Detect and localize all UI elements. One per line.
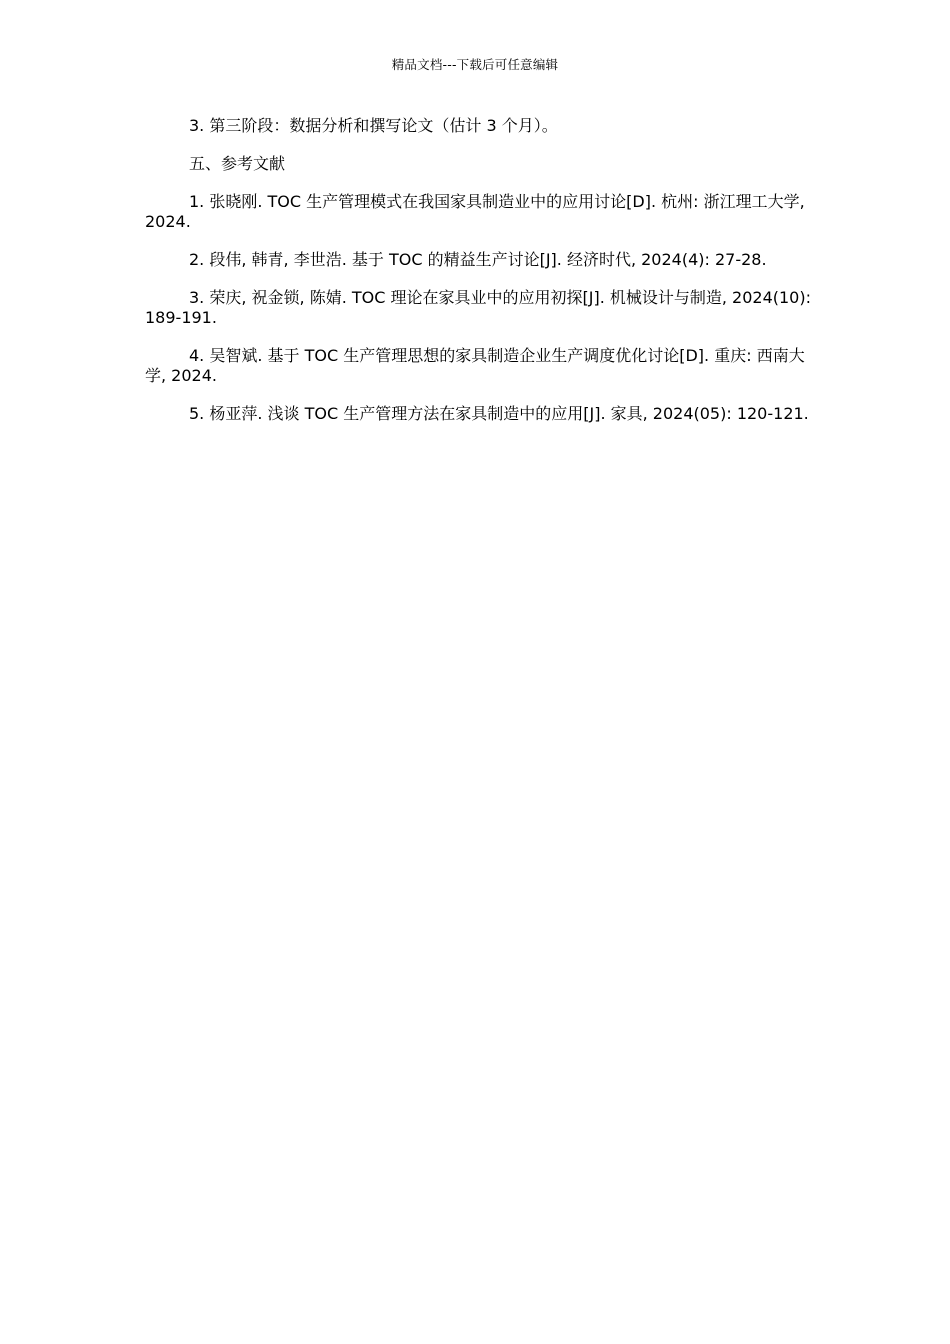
reference-item-3: 3. 荣庆, 祝金锁, 陈婧. TOC 理论在家具业中的应用初探[J]. 机械设计与制造, 2024(10): 189-191. xyxy=(145,288,811,327)
research-stage-3: 3. 第三阶段：数据分析和撰写论文（估计 3 个月）。 xyxy=(189,116,558,135)
document-body xyxy=(145,116,813,442)
references-heading: 五、参考文献 xyxy=(189,154,286,173)
page-header-note: 精品文档---下载后可任意编辑 xyxy=(391,57,559,72)
reference-item-1: 1. 张晓刚. TOC 生产管理模式在我国家具制造业中的应用讨论[D]. 杭州: 浙江理工大学, 2024. xyxy=(145,192,805,231)
reference-item-2: 2. 段伟, 韩青, 李世浩. 基于 TOC 的精益生产讨论[J]. 经济时代, 2024(4): 27-28. xyxy=(189,250,767,269)
reference-item-4: 4. 吴智斌. 基于 TOC 生产管理思想的家具制造企业生产调度优化讨论[D]. 重庆: 西南大学, 2024. xyxy=(145,346,805,385)
reference-item-5: 5. 杨亚萍. 浅谈 TOC 生产管理方法在家具制造中的应用[J]. 家具, 2024(05): 120-121. xyxy=(189,404,809,423)
